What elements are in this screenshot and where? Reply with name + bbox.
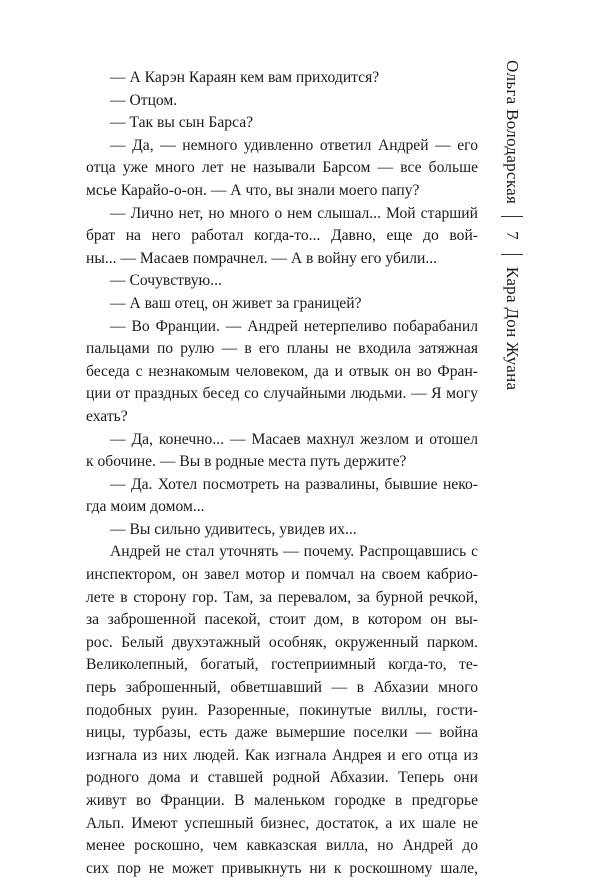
page-number: 7 xyxy=(503,231,522,240)
text-line: отца уже много лет не называли Барсом — все больше xyxy=(86,159,478,177)
text-line: менее роскошно, чем кавказская вилла, но Андрей до xyxy=(86,837,478,855)
text-line: брат на него работал когда-то... Давно, еще до вой- xyxy=(86,227,478,245)
text-line: перь заброшенный, обветшавший — в Абхазии много xyxy=(86,679,478,697)
running-header xyxy=(497,52,527,712)
text-line: пальцами по рулю — в его планы не входила затяжная xyxy=(86,340,478,358)
header-divider xyxy=(501,216,523,217)
text-line: ницы, турбазы, есть даже вымершие поселки — война xyxy=(86,724,478,742)
text-line: — А ваш отец, он живет за границей? xyxy=(110,294,362,312)
running-header-text xyxy=(497,52,527,712)
text-line: — Да, конечно... — Масаев махнул жезлом и отошел xyxy=(110,430,478,448)
text-line: — Сочувствую... xyxy=(110,272,222,290)
text-line: — Да. Хотел посмотреть на развалины, бывшие неко- xyxy=(110,475,478,493)
text-line: ны... — Масаев помрачнел. — А в войну его убили... xyxy=(86,249,438,267)
text-line: гда моим домом... xyxy=(86,498,205,516)
text-line: родного дома и ставшей родной Абхазии. Теперь они xyxy=(86,769,478,787)
text-line: беседа с незнакомым человеком, да и отвык он во Фран- xyxy=(86,362,478,380)
text-line: живут во Франции. В маленьком городке в предгорье xyxy=(86,792,478,809)
text-line: — Так вы сын Барса? xyxy=(110,114,254,132)
text-line: за заброшенной пасекой, стоит дом, в котором он вы- xyxy=(86,611,478,629)
text-line: инспектором, он завел мотор и помчал на своем кабрио- xyxy=(86,566,478,584)
text-line: — А Карэн Караян кем вам приходится? xyxy=(110,69,380,86)
header-divider xyxy=(501,254,523,255)
text-line: ции от праздных бесед со случайными людьми. — Я могу xyxy=(86,385,478,403)
text-line: изгнала из них людей. Как изгнала Андрея и его отца из xyxy=(86,746,478,764)
text-line: лете в сторону гор. Там, за перевалом, за бурной речкой, xyxy=(86,588,478,606)
header-book-title: Кара Дон Жуана xyxy=(503,266,522,391)
text-line: к обочине. — Вы в родные места путь держите? xyxy=(86,453,407,471)
text-line: сих пор не может привыкнуть ни к роскошному шале, xyxy=(86,859,478,877)
page-body xyxy=(86,67,478,880)
text-line: подобных руин. Разоренные, покинутые виллы, гости- xyxy=(86,701,478,719)
text-line: ехать? xyxy=(86,407,128,425)
text-line: рос. Белый двухэтажный особняк, окруженный парком. xyxy=(86,633,478,651)
text-line: — Лично нет, но много о нем слышал... Мой старший xyxy=(110,204,478,222)
text-line: мсье Карайо-о-он. — А что, вы знали моего папу? xyxy=(86,181,420,199)
text-line: Андрей не стал уточнять — почему. Распрощавшись с xyxy=(110,543,478,561)
text-line: Великолепный, богатый, гостеприимный когда-то, те- xyxy=(86,656,478,674)
text-line: — Вы сильно удивитесь, увидев их... xyxy=(110,520,357,538)
header-author: Ольга Володарская xyxy=(503,60,522,205)
text-line: — Да, — немного удивленно ответил Андрей — его xyxy=(110,136,478,154)
text-line: Альп. Имеют успешный бизнес, достаток, а их шале не xyxy=(86,814,478,832)
text-line: — Во Франции. — Андрей нетерпеливо побарабанил xyxy=(110,317,478,335)
text-line: — Отцом. xyxy=(110,91,178,109)
